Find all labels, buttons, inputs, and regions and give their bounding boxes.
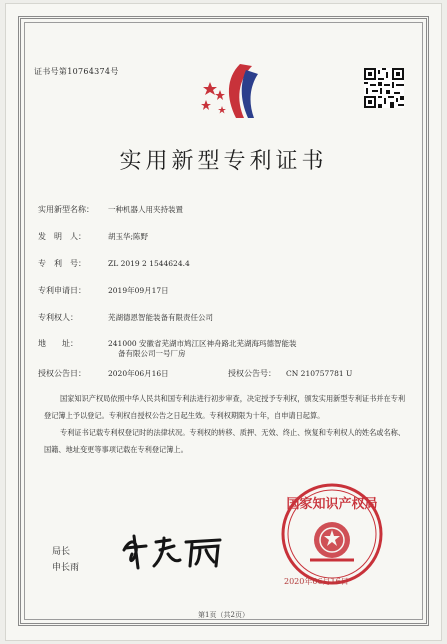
page-footer: 第1页（共2页） bbox=[198, 611, 249, 619]
field-label: 地 址： bbox=[38, 339, 78, 348]
field-grant-date bbox=[38, 368, 169, 379]
field-label: 实用新型名称： bbox=[38, 205, 94, 214]
field-value: 241000 安徽省芜湖市鸠江区神舟路北芜湖海玛德智能装 bbox=[108, 339, 297, 348]
cnipa-emblem-icon bbox=[196, 60, 266, 120]
field-filing-date bbox=[38, 285, 169, 296]
field-value: ZL 2019 2 1544624.4 bbox=[108, 259, 190, 268]
field-label: 专利申请日： bbox=[38, 286, 86, 295]
field-label: 授权公告号： bbox=[228, 369, 276, 378]
field-label: 专 利 号： bbox=[38, 259, 86, 268]
field-grant-number bbox=[228, 368, 352, 379]
svg-text:国家知识产权局: 国家知识产权局 bbox=[286, 497, 378, 512]
field-value: 一种机器人用夹持装置 bbox=[108, 205, 183, 214]
field-value: 2020年06月16日 bbox=[108, 369, 169, 378]
handwritten-signature bbox=[120, 532, 230, 572]
field-value: 2019年09月17日 bbox=[108, 286, 169, 295]
director-name: 申长雨 bbox=[52, 563, 80, 573]
field-patent-number bbox=[38, 258, 190, 269]
field-inventor bbox=[38, 231, 148, 242]
field-address-line2: 备有限公司一号厂房 bbox=[118, 349, 186, 358]
body-paragraph: 国家知识产权局依照中华人民共和国专利法进行初步审查，决定授予专利权，颁发实用新型专利证书并在专利登记簿上予以登记。专利权自授权公告之日起生效。专利权期限为十年，自申请日起算。 bbox=[44, 394, 406, 420]
qr-code-icon bbox=[364, 68, 404, 108]
field-value: 芜湖德恩智能装备有限责任公司 bbox=[108, 313, 213, 322]
field-label: 发 明 人： bbox=[38, 232, 86, 241]
field-label: 授权公告日： bbox=[38, 369, 86, 378]
official-seal-icon bbox=[280, 482, 384, 586]
body-paragraph: 专利证书记载专利权登记时的法律状况。专利权的转移、质押、无效、终止、恢复和专利权人的姓名或名称、国籍、地址变更等事项记载在专利登记簿上。 bbox=[44, 428, 406, 454]
certificate-number: 证书号第10764374号 bbox=[34, 67, 119, 76]
director-label: 局长 bbox=[52, 547, 71, 557]
field-value: 胡玉华;陈野 bbox=[108, 232, 149, 241]
field-value: CN 210757781 U bbox=[286, 369, 353, 378]
field-utility-model-name bbox=[38, 204, 183, 215]
field-patent-holder bbox=[38, 312, 213, 323]
seal-date: 2020年06月16日 bbox=[284, 577, 349, 586]
field-label: 专利权人： bbox=[38, 313, 78, 322]
certificate-title: 实用新型专利证书 bbox=[119, 149, 328, 174]
certificate-body bbox=[44, 390, 406, 458]
